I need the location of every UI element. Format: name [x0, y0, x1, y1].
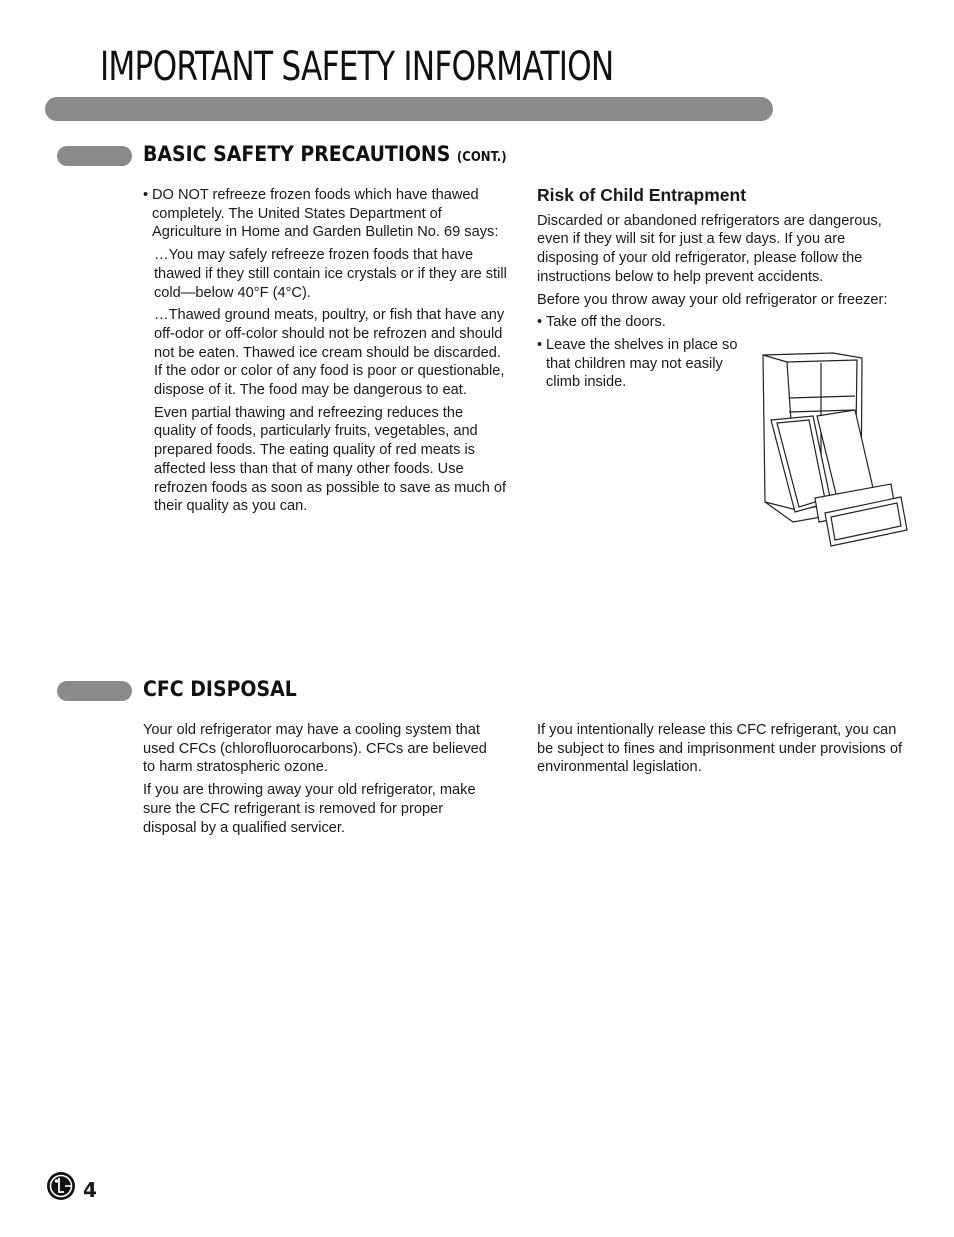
refreeze-bullet	[143, 186, 508, 246]
title-bar	[45, 97, 773, 121]
child-entrapment-heading: Risk of Child Entrapment	[537, 185, 747, 205]
child-entrapment-bullet-1	[537, 313, 742, 336]
lg-logo-icon	[46, 1171, 76, 1201]
refreeze-column	[143, 186, 508, 520]
child-entrapment-bullet-2	[537, 336, 742, 396]
page-title: IMPORTANT SAFETY INFORMATION	[100, 44, 614, 90]
heading-suffix: (CONT.)	[456, 150, 507, 165]
page-number: 4	[83, 1178, 97, 1202]
cfc-para-2: If you are throwing away your old refrigerator, make sure the CFC refrigerant is removed for proper disposal by a qualified servicer.	[143, 782, 476, 836]
child-entrapment-bullet-text: Take off the doors.	[546, 314, 666, 331]
child-entrapment-para-2: Before you throw away your old refrigerator or freezer:	[537, 291, 888, 308]
refrigerator-illustration	[755, 350, 910, 548]
bullet-icon: •	[537, 314, 543, 331]
refreeze-quote-1: …You may safely refreeze frozen foods that have thawed if they still contain ice crystals or if they are still cold—below 40°F (4°C).	[154, 247, 507, 301]
bullet-icon: •	[143, 187, 149, 203]
cfc-right-column	[537, 721, 907, 781]
section-heading-basic-safety	[143, 142, 507, 166]
refreeze-quote-2: …Thawed ground meats, poultry, or fish that have any off-odor or off-color should not be refrozen and should not be eaten. Thawed ice cream should be discarded. If the odor or color of any food is poor or questionable, dispose of it. The food may be dangerous to eat.	[154, 307, 505, 399]
section-marker-basic-safety	[57, 146, 132, 166]
section-heading-cfc: CFC DISPOSAL	[143, 677, 297, 701]
cfc-left-column	[143, 721, 488, 841]
section-marker-cfc	[57, 681, 132, 701]
cfc-para-3: If you intentionally release this CFC refrigerant, you can be subject to fines and imprisonment under provisions of environmental legislation.	[537, 722, 903, 776]
child-entrapment-para-1: Discarded or abandoned refrigerators are dangerous, even if they will sit for just a few days. If you are disposing of your old refrigerator, please follow the instructions below to help prevent accidents.	[537, 212, 882, 285]
refreeze-bullet-text: DO NOT refreeze frozen foods which have thawed completely. The United States Department of Agriculture in Home and Garden Bulletin No. 69 says:	[152, 187, 499, 241]
heading-text: BASIC SAFETY PRECAUTIONS	[143, 142, 451, 166]
refreeze-quote-3: Even partial thawing and refreezing reduces the quality of foods, particularly fruits, vegetables, and prepared foods. The eating quality of red meats is affected less than that of many other foods. Use refrozen foods as soon as possible to save as much of their quality as you can.	[154, 404, 507, 515]
cfc-para-1: Your old refrigerator may have a cooling system that used CFCs (chlorofluorocarbons). CFCs are believed to harm stratospheric ozone.	[143, 722, 487, 776]
child-entrapment-bullet-text: Leave the shelves in place so that children may not easily climb inside.	[546, 336, 738, 391]
bullet-icon: •	[537, 336, 543, 353]
